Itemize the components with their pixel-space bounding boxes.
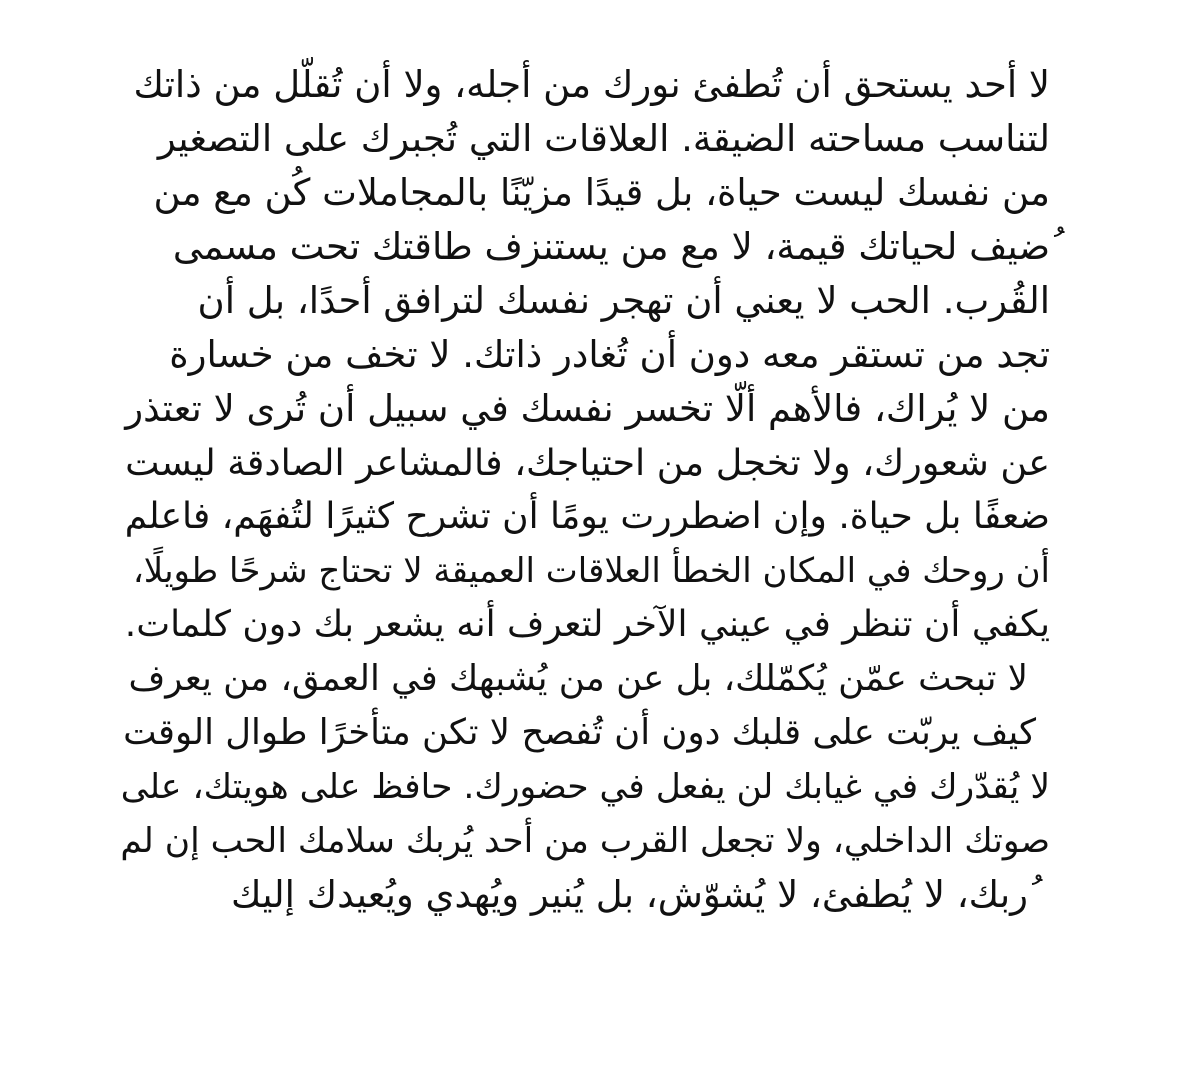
text-line-3: من نفسك ليست حياة، بل قيدًا مزيّنًا بالمجاملات كُن مع من (153, 171, 1050, 214)
text-line-10: أن روحك في المكان الخطأ العلاقات العميقة لا تحتاج شرحًا طويلًا، (132, 551, 1050, 591)
text-line-14: لا يُقدّرك في غيابك لن يفعل في حضورك. حافظ على هويتك، على (120, 767, 1050, 807)
text-line-7: من لا يُراك، فالأهم ألّا تخسر نفسك في سبيل أن تُرى لا تعتذر (125, 387, 1050, 430)
text-line-8: عن شعورك، ولا تخجل من احتياجك، فالمشاعر الصادقة ليست (125, 441, 1050, 484)
text-line-4: ُضيف لحياتك قيمة، لا مع من يستنزف طاقتك تحت مسمى (172, 225, 1050, 268)
body-text (120, 58, 1050, 922)
text-line-9: ضعفًا بل حياة. وإن اضطررت يومًا أن تشرح كثيرًا لتُفهَم، فاعلم (124, 496, 1050, 537)
text-line-6: تجد من تستقر معه دون أن تُغادر ذاتك. لا تخف من خسارة (169, 333, 1050, 376)
text-line-12: لا تبحث عمّن يُكمّلك، بل عن من يُشبهك في العمق، من يعرف (128, 658, 1028, 699)
text-line-15: صوتك الداخلي، ولا تجعل القرب من أحد يُربك سلامك الحب إن لم (120, 821, 1050, 861)
text-line-1: لا أحد يستحق أن تُطفئ نورك من أجله، ولا أن تُقلّل من ذاتك (133, 63, 1050, 106)
text-line-16: ُربك، لا يُطفئ، لا يُشوّش، بل يُنير ويُهدي ويُعيدك إليك (231, 873, 1028, 916)
text-line-5: القُرب. الحب لا يعني أن تهجر نفسك لترافق أحدًا، بل أن (197, 279, 1050, 322)
text-line-13: كيف يربّت على قلبك دون أن تُفصح لا تكن متأخرًا طوال الوقت (123, 712, 1036, 753)
text-line-2: لتناسب مساحته الضيقة. العلاقات التي تُجبرك على التصغير (157, 117, 1050, 160)
text-line-11: يكفي أن تنظر في عيني الآخر لتعرف أنه يشعر بك دون كلمات. (124, 604, 1050, 645)
